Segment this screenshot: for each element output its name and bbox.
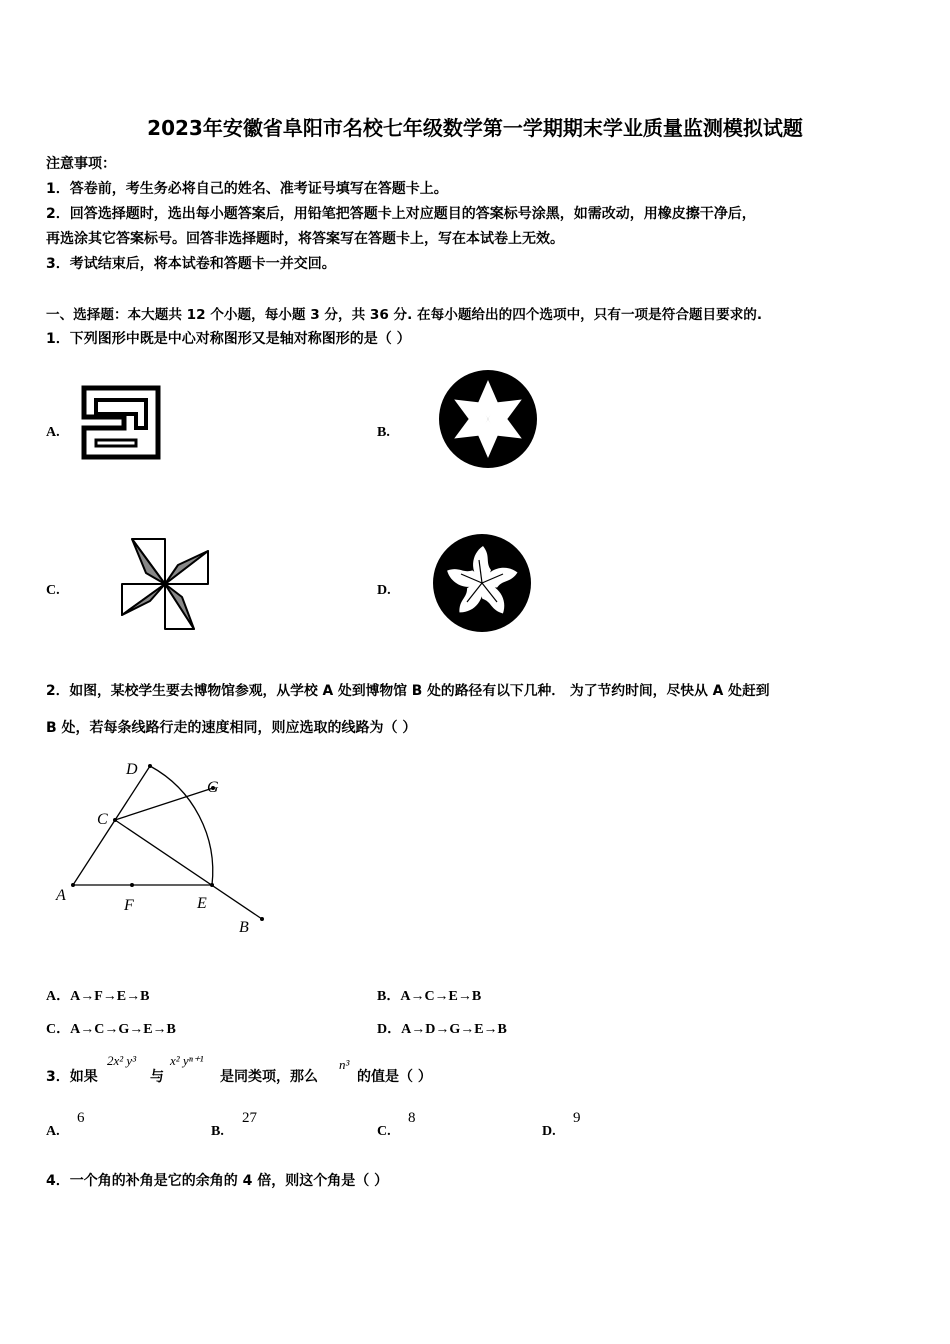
question-3-text-3: 是同类项，那么	[220, 1069, 318, 1085]
q3-expression-1: 2x² y³	[107, 1053, 137, 1068]
segment-a-d	[73, 766, 150, 885]
q1-figure-a	[80, 384, 162, 462]
q2-option-d: D．A→D→G→E→B	[377, 1022, 507, 1037]
q3-option-a-value: 6	[77, 1110, 85, 1126]
q3-option-b-value: 27	[242, 1110, 257, 1126]
segment-c-b	[115, 820, 262, 919]
point-f	[130, 883, 134, 887]
question-3-text-1: 3．如果	[46, 1069, 98, 1085]
question-1-stem: 1．下列图形中既是中心对称图形又是轴对称图形的是（ ）	[46, 331, 411, 347]
question-3-text-2: 与	[150, 1069, 164, 1085]
q2-option-c: C．A→C→G→E→B	[46, 1022, 176, 1037]
label-c: C	[97, 811, 108, 828]
q3-option-c-value: 8	[408, 1110, 416, 1126]
pinwheel-icon	[122, 539, 208, 629]
section-heading: 一、选择题：本大题共 12 个小题，每小题 3 分，共 36 分. 在每小题给出的四个选项中，只有一项是符合题目要求的.	[46, 307, 763, 323]
notice-heading: 注意事项：	[46, 156, 116, 172]
label-a: A	[56, 887, 66, 904]
notice-item-2a: 2．回答选择题时，选出每小题答案后，用铅笔把答题卡上对应题目的答案标号涂黑，如需改动，用橡皮擦干净后，	[46, 206, 756, 222]
arc-d-g-e	[150, 766, 213, 885]
notice-item-3: 3．考试结束后，将本试卷和答题卡一并交回。	[46, 256, 336, 272]
question-2-stem-line-1: 2．如图，某校学生要去博物馆参观，从学校 A 处到博物馆 B 处的路径有以下几种． 为了节约时间，尽快从 A 处赶到	[46, 683, 770, 699]
point-a	[71, 883, 75, 887]
q1-option-d-label: D.	[377, 583, 391, 598]
q3-option-d-label: D.	[542, 1124, 556, 1139]
point-d	[148, 764, 152, 768]
label-e: E	[197, 895, 207, 912]
question-4-stem: 4．一个角的补角是它的余角的 4 倍，则这个角是（ ）	[46, 1173, 389, 1189]
inner-bar-shape	[96, 440, 136, 446]
question-2-stem-line-2: B 处，若每条线路行走的速度相同，则应选取的线路为（ ）	[46, 720, 417, 736]
q1-option-a-label: A.	[46, 425, 60, 440]
q3-option-a-label: A.	[46, 1124, 60, 1139]
point-c	[113, 818, 117, 822]
label-f: F	[124, 897, 134, 914]
q1-figure-d	[431, 532, 533, 634]
q2-option-a: A．A→F→E→B	[46, 989, 150, 1004]
q3-expression-2: x² yⁿ⁺¹	[170, 1053, 204, 1068]
notice-item-2b: 再选涂其它答案标号。回答非选择题时，将答案写在答题卡上，写在本试卷上无效。	[46, 231, 564, 247]
q3-option-b-label: B.	[211, 1124, 224, 1139]
label-d: D	[126, 761, 138, 778]
q3-option-c-label: C.	[377, 1124, 391, 1139]
question-3-text-4: 的值是（ ）	[357, 1069, 432, 1085]
point-e	[210, 883, 214, 887]
inner-notch-shape	[96, 400, 146, 428]
label-b: B	[239, 919, 249, 936]
page-title: 2023年安徽省阜阳市名校七年级数学第一学期期末学业质量监测模拟试题	[147, 116, 803, 140]
q1-figure-c	[118, 535, 212, 633]
notice-item-1: 1．答卷前，考生务必将自己的姓名、准考证号填写在答题卡上。	[46, 181, 448, 197]
point-b	[260, 917, 264, 921]
route-diagram	[40, 752, 280, 942]
q3-expression-3: n³	[339, 1057, 350, 1072]
q3-option-d-value: 9	[573, 1110, 581, 1126]
q1-option-b-label: B.	[377, 425, 390, 440]
q2-option-b: B．A→C→E→B	[377, 989, 482, 1004]
q1-option-c-label: C.	[46, 583, 60, 598]
label-g: G	[207, 779, 219, 796]
q1-figure-b	[437, 368, 539, 470]
